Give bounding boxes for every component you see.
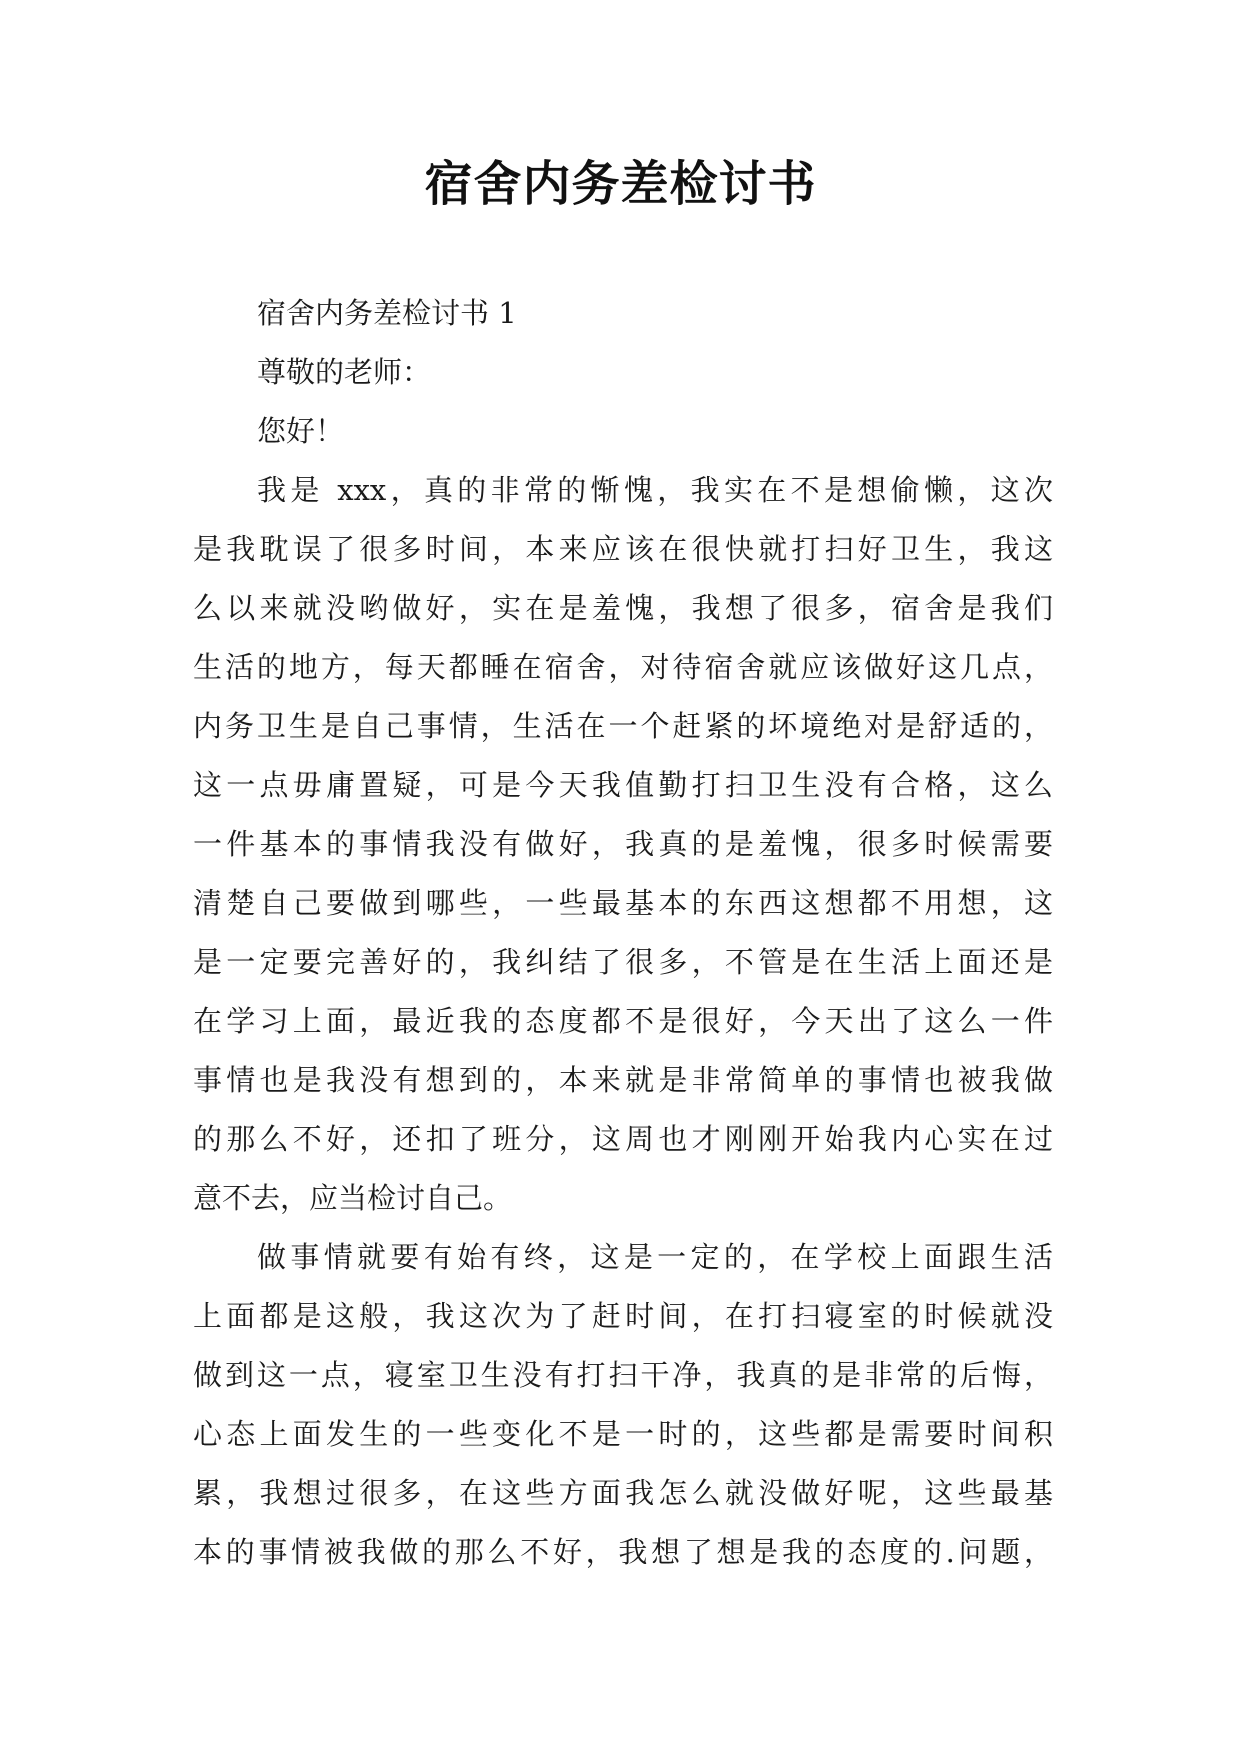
paragraph-line: 清楚自己要做到哪些，一些最基本的东西这想都不用想，这 xyxy=(193,886,1053,920)
salutation: 尊敬的老师： xyxy=(257,355,432,389)
paragraph-2 xyxy=(193,1228,1053,1582)
document-title: 宿舍内务差检讨书 xyxy=(424,156,817,212)
paragraph-line: 在学习上面，最近我的态度都不是很好，今天出了这么一件 xyxy=(193,1004,1053,1038)
paragraph-line: 这一点毋庸置疑，可是今天我值勤打扫卫生没有合格，这么 xyxy=(193,768,1053,802)
paragraph-line: 上面都是这般，我这次为了赶时间，在打扫寝室的时候就没 xyxy=(193,1299,1053,1333)
paragraph-line: 意不去，应当检讨自己。 xyxy=(193,1181,513,1215)
paragraph-line: 么以来就没哟做好，实在是羞愧，我想了很多，宿舍是我们 xyxy=(193,591,1053,625)
paragraph-line: 累，我想过很多，在这些方面我怎么就没做好呢，这些最基 xyxy=(193,1476,1053,1510)
greeting: 您好！ xyxy=(257,414,345,448)
paragraph-line: 我是 xxx，真的非常的惭愧，我实在不是想偷懒，这次 xyxy=(257,473,1053,507)
document-body xyxy=(193,284,1053,1582)
paragraph-1 xyxy=(193,461,1053,1228)
section-heading: 宿舍内务差检讨书 1 xyxy=(257,296,517,330)
paragraph-line: 生活的地方，每天都睡在宿舍，对待宿舍就应该做好这几点， xyxy=(193,650,1053,684)
paragraph-line: 一件基本的事情我没有做好，我真的是羞愧，很多时候需要 xyxy=(193,827,1053,861)
paragraph-line: 的那么不好，还扣了班分，这周也才刚刚开始我内心实在过 xyxy=(193,1122,1053,1156)
paragraph-line: 是一定要完善好的，我纠结了很多，不管是在生活上面还是 xyxy=(193,945,1053,979)
paragraph-line: 内务卫生是自己事情，生活在一个赶紧的坏境绝对是舒适的， xyxy=(193,709,1053,743)
paragraph-line: 做事情就要有始有终，这是一定的，在学校上面跟生活 xyxy=(257,1240,1053,1274)
paragraph-line: 是我耽误了很多时间，本来应该在很快就打扫好卫生，我这 xyxy=(193,532,1053,566)
paragraph-line: 本的事情被我做的那么不好，我想了想是我的态度的.问题， xyxy=(193,1535,1053,1569)
paragraph-line: 心态上面发生的一些变化不是一时的，这些都是需要时间积 xyxy=(193,1417,1053,1451)
paragraph-line: 事情也是我没有想到的，本来就是非常简单的事情也被我做 xyxy=(193,1063,1053,1097)
paragraph-line: 做到这一点，寝室卫生没有打扫干净，我真的是非常的后悔， xyxy=(193,1358,1053,1392)
